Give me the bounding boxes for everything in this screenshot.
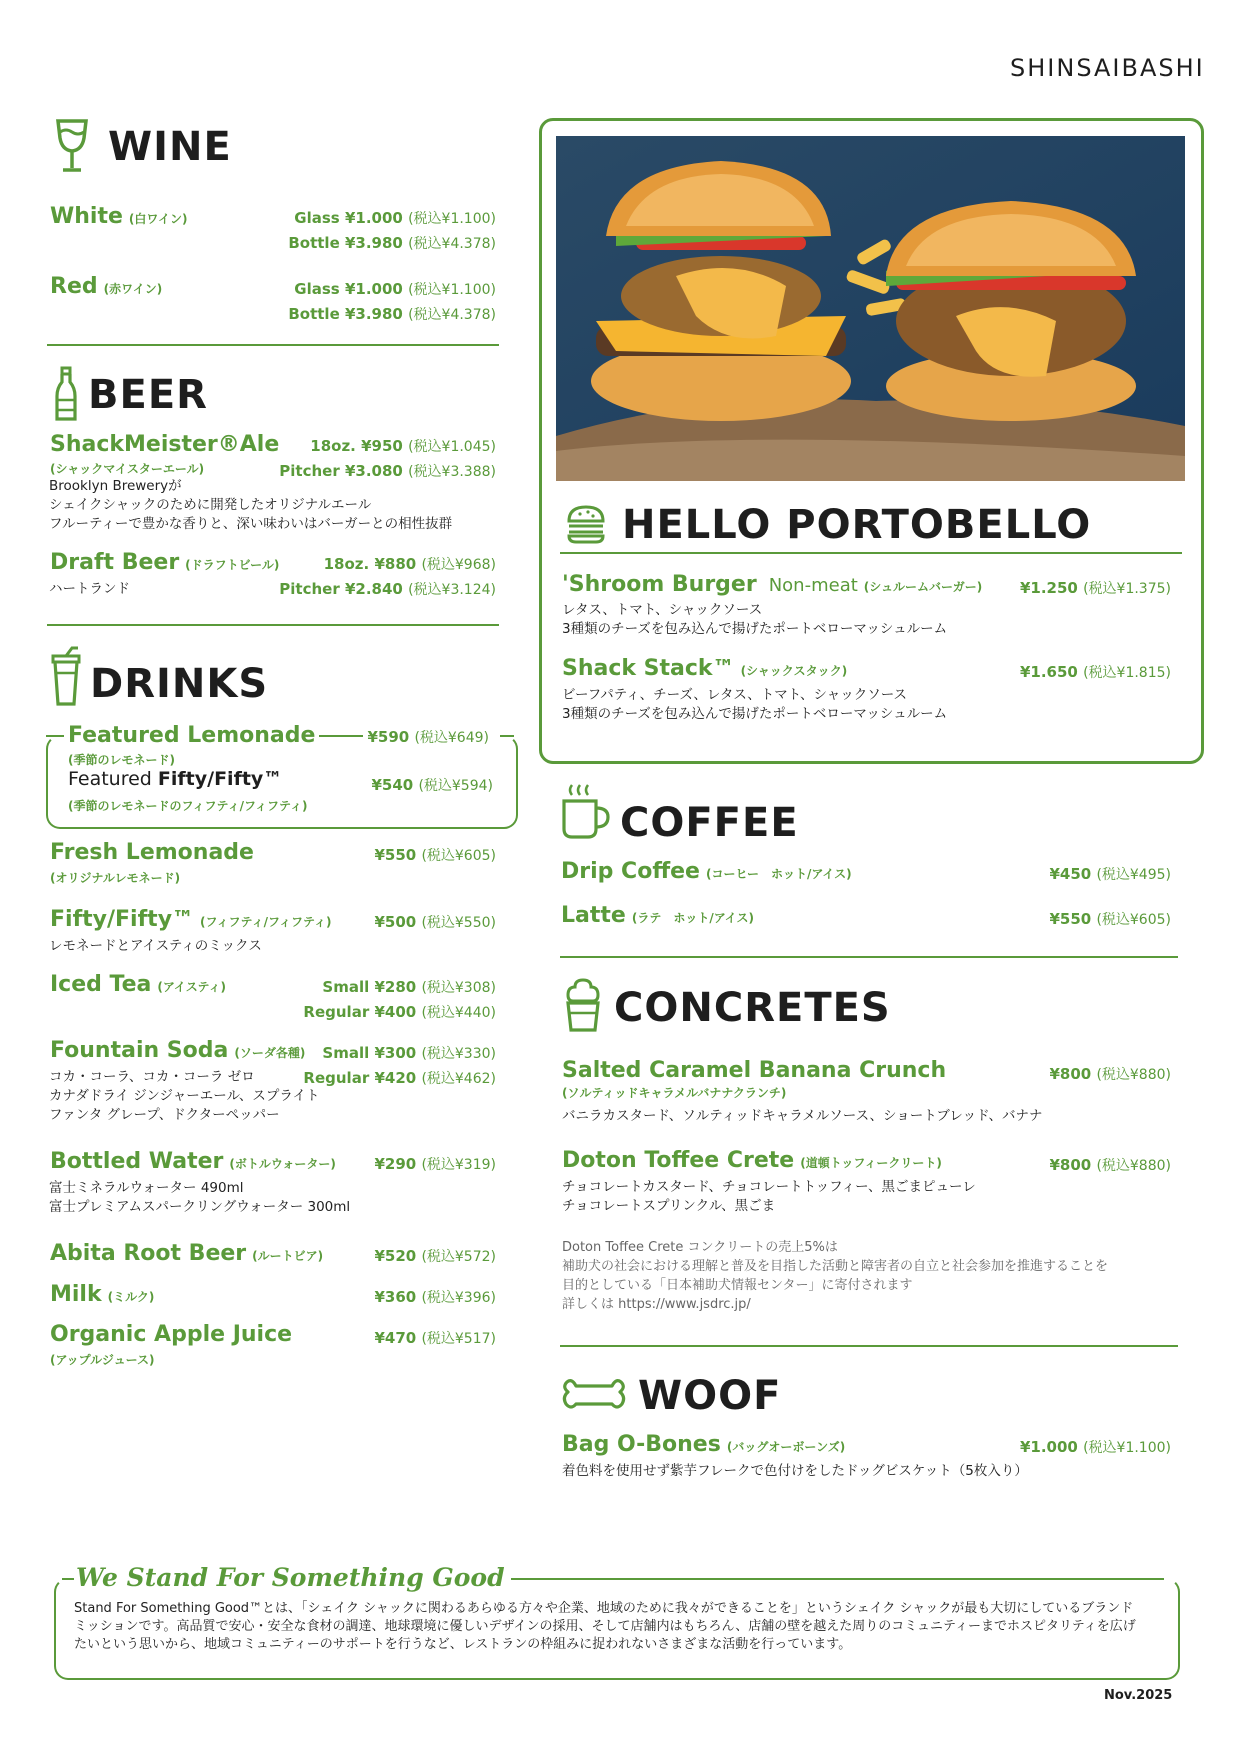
menu-item-name: Shack Stack™ (シャックスタック) [562,656,848,681]
menu-item-name: 'Shroom Burger Non-meat (シュルームバーガー) [562,572,983,597]
price: ¥800 (税込¥880) [1049,1065,1171,1083]
menu-item-name: Draft Beer (ドラフトビール) [50,550,280,575]
price: ¥800 (税込¥880) [1049,1156,1171,1174]
divider [46,735,64,737]
woof-title: WOOF [638,1373,782,1419]
price: Regular ¥400 (税込¥440) [303,1003,496,1021]
price: ¥500 (税込¥550) [374,913,496,931]
item-description: チョコレートカスタード、チョコレートトッフィー、黒ごまピューレ チョコレートスプリンクル、黒ごま [562,1179,976,1214]
wine-title: WINE [108,124,232,170]
item-description: コカ・コーラ、コカ・コーラ ゼロ カナダドライ ジンジャーエール、スプライト ファンタ グレープ、ドクターペッパー [49,1069,320,1123]
menu-item-name: Red (赤ワイン) [50,274,163,299]
divider [560,552,1182,554]
menu-item-jp: (オリジナルレモネード) [50,871,181,885]
item-description: ビーフパティ、チーズ、レタス、トマト、シャックソース 3種類のチーズを包み込んで揚げたポートベローマッシュルーム [562,687,948,722]
menu-item-name: Abita Root Beer (ルートビア) [50,1241,324,1266]
price: Pitcher ¥3.080 (税込¥3.388) [279,462,496,480]
price: Glass ¥1.000 (税込¥1.100) [294,280,496,298]
price: ¥290 (税込¥319) [374,1155,496,1173]
beer-bottle-icon [55,366,77,422]
menu-item-jp: (ソルティッドキャラメルバナナクランチ) [562,1086,787,1100]
price: Small ¥300 (税込¥330) [322,1044,496,1062]
divider [494,1578,1164,1580]
burger-photo [556,136,1185,481]
menu-item-name: Bottled Water (ボトルウォーター) [50,1149,336,1174]
coffee-title: COFFEE [620,800,799,846]
price: Regular ¥420 (税込¥462) [303,1069,496,1087]
price: Glass ¥1.000 (税込¥1.100) [294,209,496,227]
menu-item-name: White (白ワイン) [50,204,188,229]
drink-cup-icon [50,646,82,708]
menu-item-name: Fountain Soda (ソーダ各種) [50,1038,306,1063]
item-description: バニラカスタード、ソルティッドキャラメルソース、ショートブレッド、バナナ [562,1108,1043,1124]
coffee-cup-icon [560,781,612,841]
portobello-title: HELLO PORTOBELLO [622,502,1092,548]
menu-item-name: Featured Lemonade [68,723,319,748]
menu-date: Nov.2025 [1104,1688,1173,1703]
menu-item-name: Salted Caramel Banana Crunch [562,1058,947,1083]
price: ¥1.000 (税込¥1.100) [1019,1438,1171,1456]
item-description: レモネードとアイスティのミックス [49,938,262,954]
donation-note: Doton Toffee Crete コンクリートの売上5%は 補助犬の社会における理解と普及を目指した活動と障害者の自立と社会参加を推進することを 目的としている「日本補助犬情報センター」に寄付されます 詳しくは https://www.jsdrc.jp/ [562,1240,1109,1312]
item-description: レタス、トマト、シャックソース 3種類のチーズを包み込んで揚げたポートベローマッシュルーム [562,602,948,637]
divider [47,344,499,346]
price: 18oz. ¥950 (税込¥1.045) [310,437,496,455]
price: ¥470 (税込¥517) [374,1329,496,1347]
menu-item-name: Doton Toffee Crete (道頓トッフィークリート) [562,1148,942,1173]
drinks-title: DRINKS [90,661,269,707]
menu-item-jp: (季節のレモネードのフィフティ/フィフティ) [68,799,308,813]
price: ¥590 (税込¥649) [363,727,493,747]
item-description: ハートランド [49,581,130,597]
menu-item-name: Drip Coffee (コーヒー ホット/アイス) [561,859,852,884]
menu-item-name: Iced Tea (アイスティ) [50,972,226,997]
price: Bottle ¥3.980 (税込¥4.378) [288,305,496,323]
price: ¥360 (税込¥396) [374,1288,496,1306]
price: ¥540 (税込¥594) [371,776,493,794]
divider [560,956,1178,958]
burger-icon [566,504,606,544]
menu-item-name: Fifty/Fifty™ (フィフティ/フィフティ) [50,907,332,932]
dog-bone-icon [562,1376,626,1416]
price: ¥1.250 (税込¥1.375) [1019,579,1171,597]
menu-item-jp: (シャックマイスターエール) [50,462,205,476]
price: ¥1.650 (税込¥1.815) [1019,663,1171,681]
menu-item-jp: (アップルジュース) [50,1353,155,1367]
price: Small ¥280 (税込¥308) [322,978,496,996]
menu-item-name: Latte (ラテ ホット/アイス) [561,903,754,928]
item-description: Brooklyn Breweryが シェイクシャックのために開発したオリジナルエール フルーティーで豊かな香りと、深い味わいはバーガーとの相性抜群 [49,478,453,532]
ssg-text: Stand For Something Good™とは、「シェイク シャックに関わるあらゆる方々や企業、地域のために我々ができることを」というシェイク シャックが最も大切にしているブランド ミッションです。高品質で安心・安全な食材の調達、地球環境に優しいデザインの採用、そして店舗内はもちろん、店舗の壁を越えた周りのコミュニティーまでホスピタリティを広げ たいという思いから、地域コミュニティーのサポートを行うなど、レストランの枠組みに捉われないさまざまな活動を行っています。 [74,1601,1136,1652]
ssg-title: We Stand For Something Good [76,1563,511,1592]
divider [500,735,514,737]
price: ¥450 (税込¥495) [1049,865,1171,883]
menu-item-name: Bag O-Bones (バッグオーボーンズ) [562,1432,846,1457]
price: Pitcher ¥2.840 (税込¥3.124) [279,580,496,598]
menu-item-name: ShackMeister®Ale [50,432,280,457]
menu-item-name: Organic Apple Juice [50,1322,293,1347]
beer-title: BEER [88,372,208,418]
wine-glass-icon [54,118,90,174]
divider [62,1578,74,1580]
price: Bottle ¥3.980 (税込¥4.378) [288,234,496,252]
item-description: 富士ミネラルウォーター 490ml 富士プレミアムスパークリングウォーター 300ml [49,1180,351,1215]
menu-item-jp: (季節のレモネード) [68,753,175,767]
divider [47,624,499,626]
price: ¥550 (税込¥605) [374,846,496,864]
concrete-cup-icon [564,977,602,1033]
price: ¥520 (税込¥572) [374,1247,496,1265]
menu-item-name: Fresh Lemonade [50,840,254,865]
menu-item-name: Milk (ミルク) [50,1282,155,1307]
concretes-title: CONCRETES [614,985,891,1031]
item-description: 着色料を使用せず紫芋フレークで色付けをしたドッグビスケット（5枚入り） [562,1463,1028,1479]
price: ¥550 (税込¥605) [1049,910,1171,928]
menu-item-name: Featured Fifty/Fifty™ [68,768,283,790]
price: 18oz. ¥880 (税込¥968) [323,555,496,573]
store-name: SHINSAIBASHI [1010,54,1205,82]
divider [560,1345,1178,1347]
